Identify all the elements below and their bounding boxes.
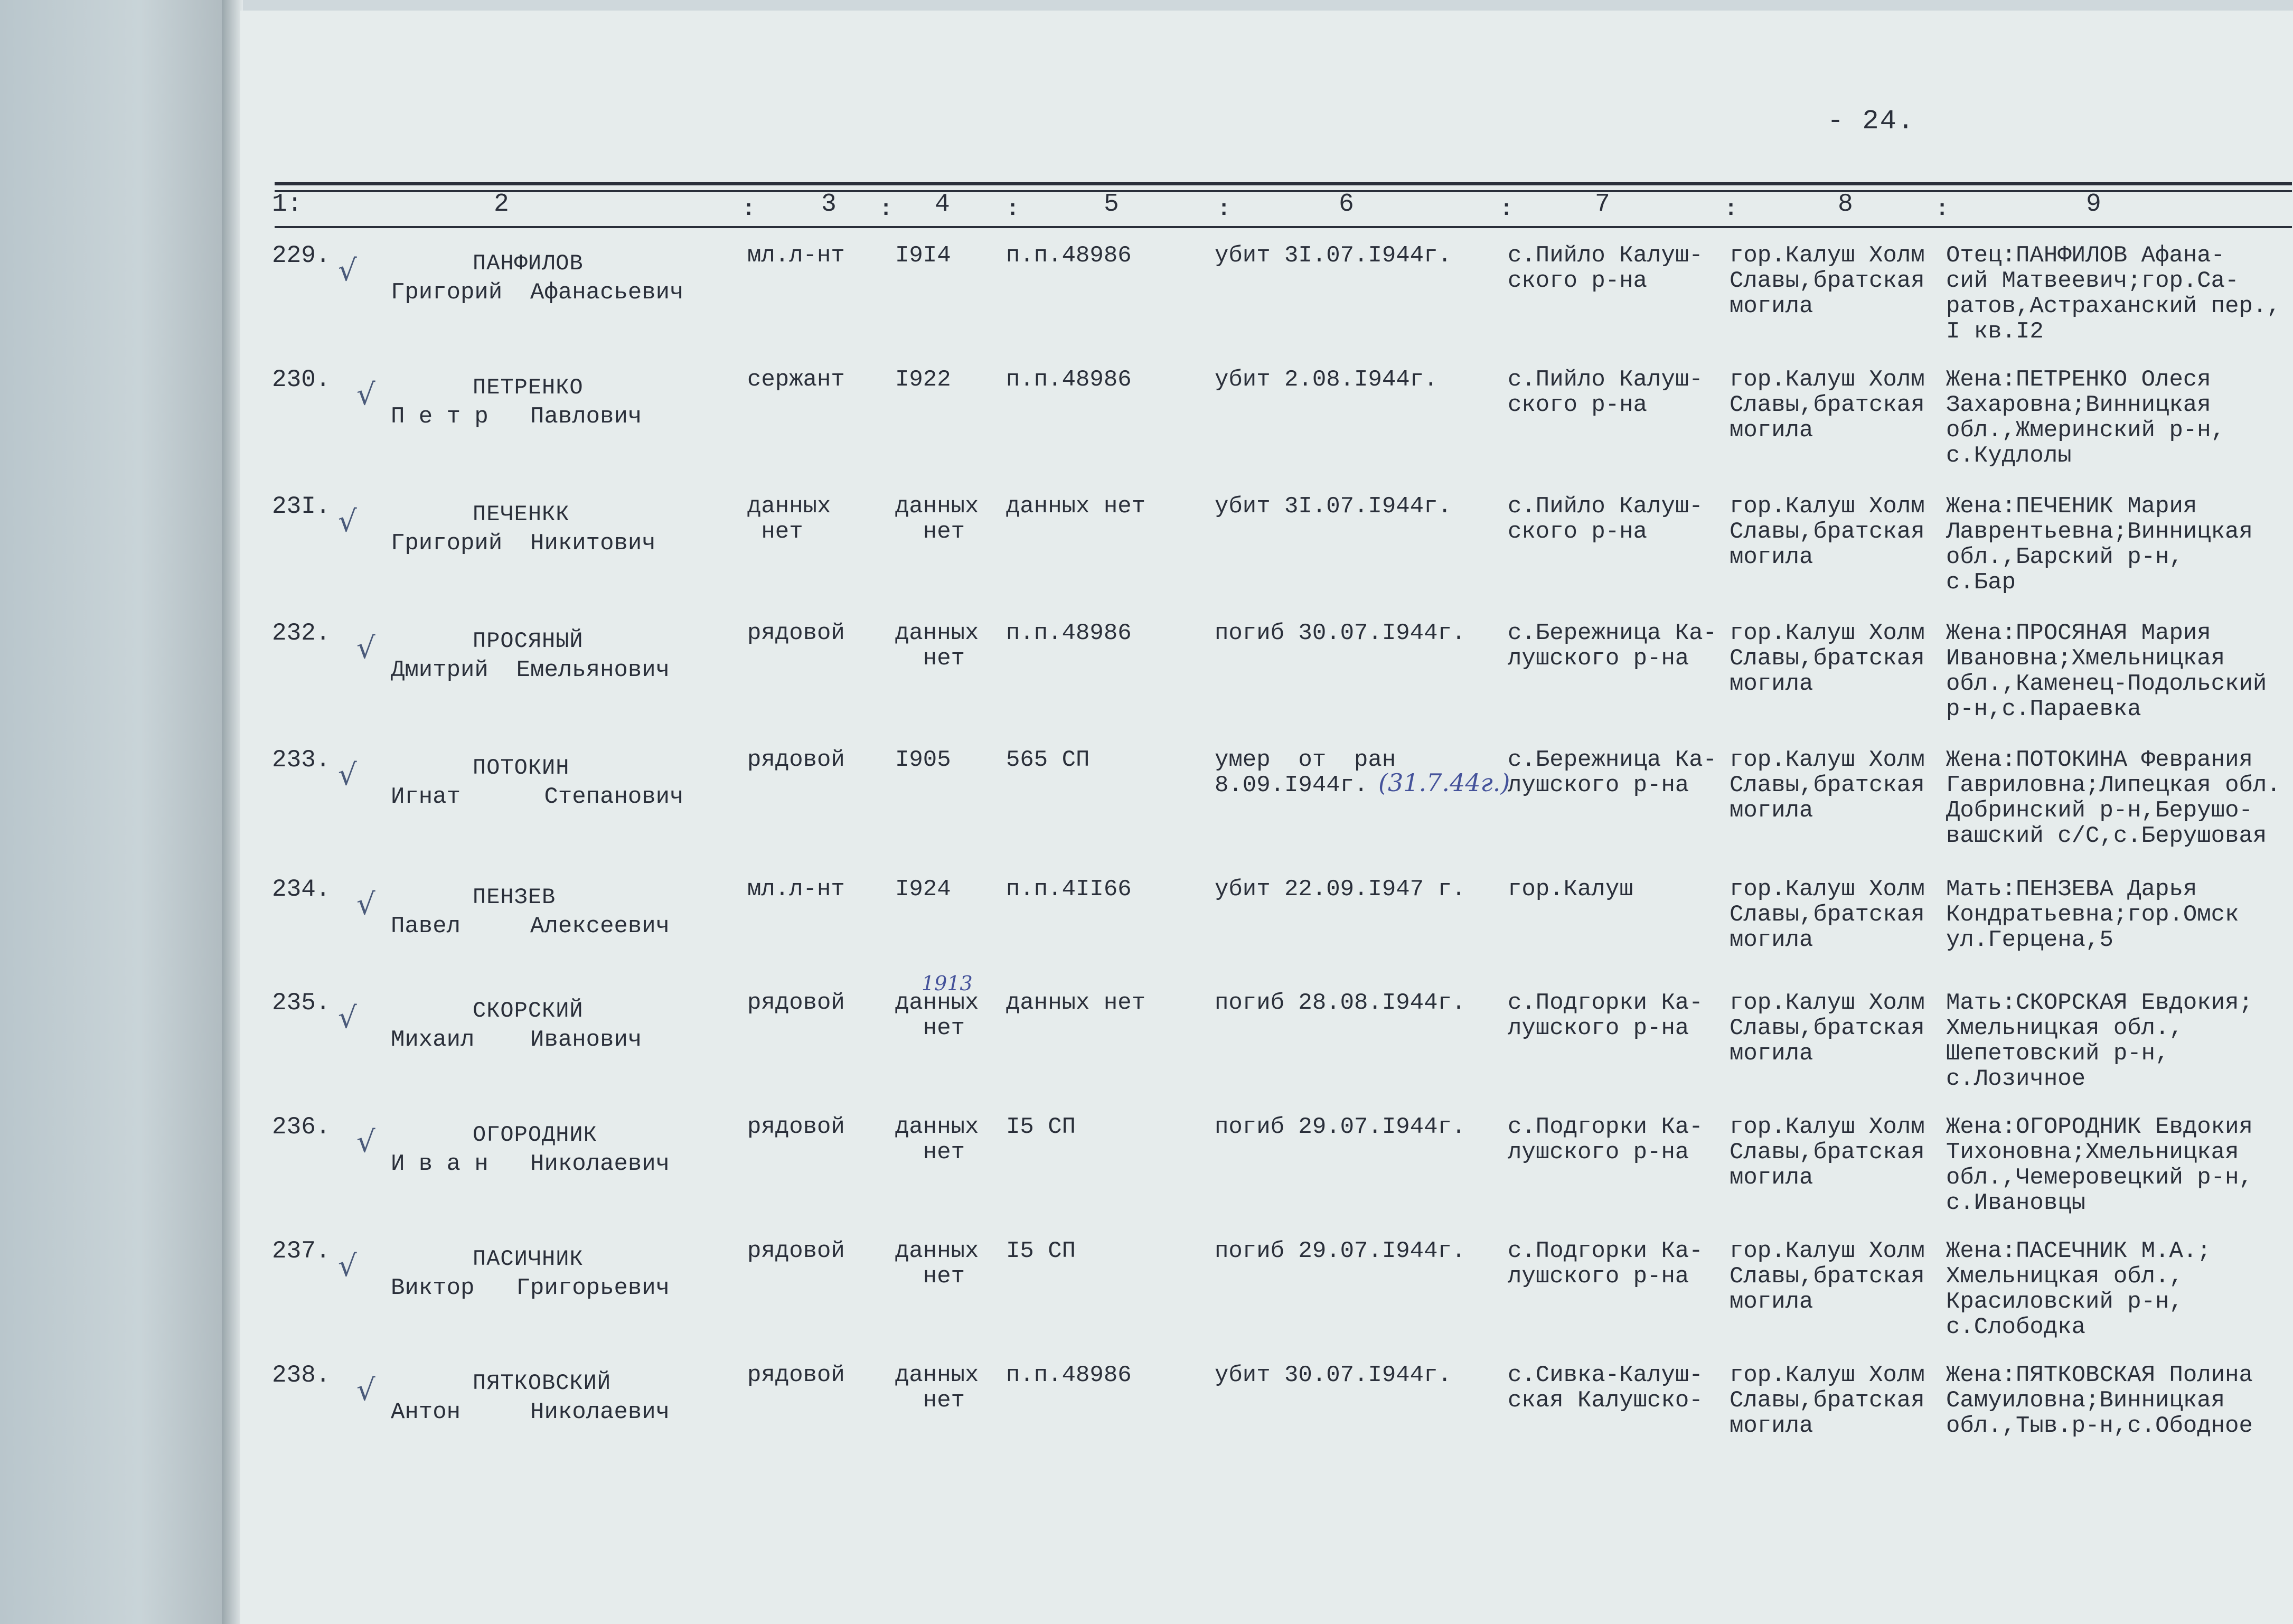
- check-mark-icon: √: [338, 504, 357, 539]
- relatives: Отец:ПАНФИЛОВ Афана- сий Матвеевич;гор.Са- ратов,Астраханский пер., I кв.I2: [1946, 242, 2281, 345]
- check-mark-icon: √: [356, 1125, 375, 1159]
- place-of-death: с.Подгорки Ка- лушского р-на: [1508, 990, 1703, 1041]
- rank: рядовой: [747, 1238, 845, 1264]
- fate-date: убит 2.08.I944г.: [1215, 367, 1438, 393]
- surname: ПЕЧЕНКК: [473, 502, 570, 527]
- check-mark-icon: √: [356, 631, 375, 665]
- place-of-death: с.Подгорки Ка- лушского р-на: [1508, 1238, 1703, 1290]
- rank: рядовой: [747, 747, 845, 773]
- surname: ПЕНЗЕВ: [473, 885, 556, 910]
- column-separator: :: [1217, 196, 1231, 222]
- fate-date: погиб 30.07.I944г.: [1215, 620, 1466, 646]
- birth-year: I905: [895, 747, 951, 773]
- column-header-2: 2: [494, 190, 509, 219]
- relatives: Жена:ПЯТКОВСКАЯ Полина Самуиловна;Винницкая обл.,Тыв.р-н,с.Ободное: [1946, 1362, 2253, 1439]
- column-header-7: 7: [1595, 190, 1610, 219]
- handwritten-date-note: (31.7.44г.): [1378, 768, 1510, 797]
- column-separator: :: [1500, 196, 1514, 222]
- column-header-4: 4: [935, 190, 950, 219]
- birth-year: I922: [895, 367, 951, 393]
- relatives: Жена:ПАСЕЧНИК М.А.; Хмельницкая обл., Красиловский р-н, с.Слободка: [1946, 1238, 2211, 1340]
- burial-place: гор.Калуш Холм Славы,братская могила: [1730, 620, 1925, 697]
- relatives: Мать:СКОРСКАЯ Евдокия; Хмельницкая обл., Шепетовский р-н, с.Лозичное: [1946, 990, 2253, 1092]
- column-header-6: 6: [1339, 190, 1354, 219]
- relatives: Мать:ПЕНЗЕВА Дарья Кондратьевна;гор.Омск ул.Герцена,5: [1946, 876, 2239, 953]
- military-unit: I5 СП: [1006, 1238, 1076, 1264]
- fate-date: погиб 28.08.I944г.: [1215, 990, 1466, 1016]
- rank: сержант: [747, 367, 845, 393]
- record-number: 23I.: [272, 493, 331, 520]
- record-number: 234.: [272, 876, 331, 903]
- place-of-death: гор.Калуш: [1508, 876, 1633, 903]
- burial-place: гор.Калуш Холм Славы,братская могила: [1730, 367, 1925, 444]
- surname: ПЕТРЕНКО: [473, 375, 584, 400]
- column-header-3: 3: [821, 190, 837, 219]
- header-rule-top-second: [275, 190, 2292, 192]
- rank: данных нет: [747, 493, 831, 545]
- check-mark-icon: √: [356, 887, 375, 922]
- burial-place: гор.Калуш Холм Славы,братская могила: [1730, 990, 1925, 1067]
- given-name: Антон Николаевич: [391, 1399, 670, 1425]
- page-binding: [222, 0, 243, 1624]
- place-of-death: с.Пийло Калуш- ского р-на: [1508, 367, 1703, 418]
- surname: СКОРСКИЙ: [473, 998, 584, 1024]
- given-name: Игнат Степанович: [391, 784, 684, 810]
- given-name: Григорий Афанасьевич: [391, 279, 684, 306]
- birth-year: данных нет: [895, 1362, 979, 1414]
- column-header-1: 1:: [272, 190, 303, 219]
- fate-date: погиб 29.07.I944г.: [1215, 1238, 1466, 1264]
- header-rule-bottom: [275, 226, 2292, 228]
- fate-date: убит 3I.07.I944г.: [1215, 493, 1452, 520]
- military-unit: 565 СП: [1006, 747, 1090, 773]
- birth-year: данных нет: [895, 620, 979, 672]
- military-unit: данных нет: [1006, 493, 1146, 520]
- surname: ПОТОКИН: [473, 755, 570, 781]
- birth-year: данных нет: [895, 493, 979, 545]
- surname: ПРОСЯНЫЙ: [473, 628, 584, 654]
- column-separator: :: [1006, 196, 1020, 222]
- record-number: 237.: [272, 1237, 331, 1265]
- place-of-death: с.Подгорки Ка- лушского р-на: [1508, 1114, 1703, 1166]
- column-separator: :: [879, 196, 893, 222]
- record-number: 238.: [272, 1362, 331, 1389]
- column-header-8: 8: [1838, 190, 1853, 219]
- place-of-death: с.Пийло Калуш- ского р-на: [1508, 242, 1703, 294]
- fate-date: погиб 29.07.I944г.: [1215, 1114, 1466, 1140]
- relatives: Жена:ПРОСЯНАЯ Мария Ивановна;Хмельницкая обл.,Каменец-Подольский р-н,с.Параевка: [1946, 620, 2267, 722]
- surname: ПЯТКОВСКИЙ: [473, 1370, 612, 1396]
- burial-place: гор.Калуш Холм Славы,братская могила: [1730, 1362, 1925, 1439]
- record-number: 235.: [272, 989, 331, 1017]
- place-of-death: с.Бережница Ка- лушского р-на: [1508, 620, 1717, 672]
- fate-date: убит 3I.07.I944г.: [1215, 242, 1452, 269]
- record-number: 236.: [272, 1113, 331, 1141]
- military-unit: данных нет: [1006, 990, 1146, 1016]
- given-name: Дмитрий Емельянович: [391, 657, 670, 683]
- column-header-9: 9: [2086, 190, 2101, 219]
- check-mark-icon: √: [338, 1249, 357, 1283]
- check-mark-icon: √: [356, 1373, 375, 1407]
- relatives: Жена:ПЕЧЕНИК Мария Лаврентьевна;Винницкая обл.,Барский р-н, с.Бар: [1946, 493, 2253, 596]
- check-mark-icon: √: [338, 1001, 357, 1035]
- column-separator: :: [1935, 196, 1949, 222]
- given-name: Виктор Григорьевич: [391, 1275, 670, 1301]
- burial-place: гор.Калуш Холм Славы,братская могила: [1730, 876, 1925, 953]
- given-name: Павел Алексеевич: [391, 913, 670, 940]
- birth-year: I9I4: [895, 242, 951, 269]
- rank: рядовой: [747, 620, 845, 646]
- burial-place: гор.Калуш Холм Славы,братская могила: [1730, 1114, 1925, 1191]
- given-name: Григорий Никитович: [391, 530, 656, 557]
- record-number: 232.: [272, 619, 331, 647]
- relatives: Жена:ПЕТРЕНКО Олеся Захаровна;Винницкая обл.,Жмеринский р-н, с.Кудлолы: [1946, 367, 2225, 469]
- rank: рядовой: [747, 1362, 845, 1388]
- birth-year: I924: [895, 876, 951, 903]
- surname: ПАСИЧНИК: [473, 1246, 584, 1272]
- fate-date: убит 30.07.I944г.: [1215, 1362, 1452, 1388]
- record-number: 229.: [272, 242, 331, 269]
- check-mark-icon: √: [338, 254, 357, 288]
- surname: ОГОРОДНИК: [473, 1122, 597, 1148]
- record-number: 233.: [272, 746, 331, 774]
- military-unit: п.п.48986: [1006, 1362, 1132, 1388]
- rank: рядовой: [747, 1114, 845, 1140]
- header-rule-top: [275, 182, 2292, 185]
- rank: мл.л-нт: [747, 242, 845, 269]
- column-separator: :: [1724, 196, 1738, 222]
- military-unit: п.п.4II66: [1006, 876, 1132, 903]
- page-number: - 24.: [1827, 106, 1915, 137]
- military-unit: п.п.48986: [1006, 620, 1132, 646]
- place-of-death: с.Пийло Калуш- ского р-на: [1508, 493, 1703, 545]
- military-unit: п.п.48986: [1006, 242, 1132, 269]
- handwritten-year-note: 1913: [922, 972, 973, 995]
- military-unit: I5 СП: [1006, 1114, 1076, 1140]
- birth-year: данных нет: [895, 1114, 979, 1166]
- column-separator: :: [742, 196, 756, 222]
- given-name: И в а н Николаевич: [391, 1151, 670, 1177]
- burial-place: гор.Калуш Холм Славы,братская могила: [1730, 1238, 1925, 1315]
- burial-place: гор.Калуш Холм Славы,братская могила: [1730, 493, 1925, 570]
- check-mark-icon: √: [338, 758, 357, 792]
- fate-date: убит 22.09.I947 г.: [1215, 876, 1466, 903]
- place-of-death: с.Сивка-Калуш- ская Калушско-: [1508, 1362, 1703, 1414]
- rank: рядовой: [747, 990, 845, 1016]
- birth-year: данных нет: [895, 990, 979, 1041]
- given-name: Михаил Иванович: [391, 1027, 642, 1053]
- place-of-death: с.Бережница Ка- лушского р-на: [1508, 747, 1717, 799]
- burial-place: гор.Калуш Холм Славы,братская могила: [1730, 242, 1925, 320]
- birth-year: данных нет: [895, 1238, 979, 1290]
- military-unit: п.п.48986: [1006, 367, 1132, 393]
- relatives: Жена:ПОТОКИНА Феврания Гавриловна;Липецкая обл. Добринский р-н,Берушо- вашский с/С,с.Берушовая: [1946, 747, 2281, 849]
- column-header-5: 5: [1104, 190, 1119, 219]
- check-mark-icon: √: [356, 378, 375, 412]
- burial-place: гор.Калуш Холм Славы,братская могила: [1730, 747, 1925, 824]
- scanner-shadow: [0, 0, 232, 1624]
- record-number: 230.: [272, 366, 331, 393]
- given-name: П е т р Павлович: [391, 403, 642, 430]
- fate-date: умер от ран 8.09.I944г.: [1215, 747, 1396, 799]
- surname: ПАНФИЛОВ: [473, 251, 584, 276]
- rank: мл.л-нт: [747, 876, 845, 903]
- relatives: Жена:ОГОРОДНИК Евдокия Тихоновна;Хмельницкая обл.,Чемеровецкий р-н, с.Ивановцы: [1946, 1114, 2253, 1216]
